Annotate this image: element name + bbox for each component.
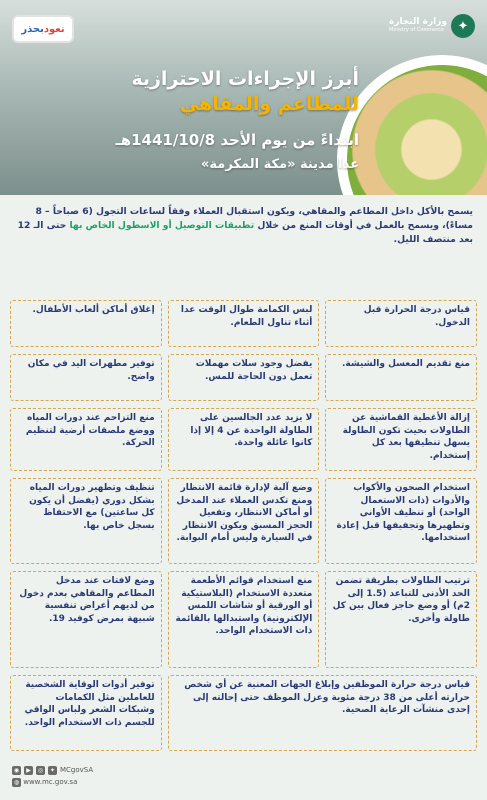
- measure-item: لا يزيد عدد الجالسين على الطاولة الواحدة عن 4 إلا إذا كانوا عائلة واحدة.: [168, 408, 320, 471]
- palm-swords-icon: ✦: [451, 14, 475, 38]
- title-line2: للمطاعم والمقاهي: [179, 93, 359, 115]
- instagram-icon: ◎: [37, 766, 44, 774]
- measure-item: إغلاق أماكن ألعاب الأطفال.: [10, 300, 162, 347]
- youtube-icon: ▶: [24, 766, 33, 775]
- measure-item: منع استخدام قوائم الأطعمة متعددة الاستخدام (البلاستيكية أو الورقية أو شاشات اللمس الإلكترونية) واستبدالها بالقائمة ذات الاستخدام الواحد.: [168, 571, 320, 668]
- measure-item: تنظيف وتطهير دورات المياه بشكل دوري (يفضل أن يكون كل ساعتين) مع الاحتفاظ بسجل خاص بها.: [10, 478, 162, 564]
- ministry-name-en: Ministry of Commerce: [389, 27, 444, 34]
- measure-item: يفضل وجود سلات مهملات تعمل دون الحاجة للمس.: [168, 354, 320, 401]
- ministry-logo: [385, 10, 475, 42]
- measure-item: ترتيب الطاولات بطريقة تضمن الحد الأدنى للتباعد (1.5 إلى 2م) أو وضع حاجز فعال بين كل طاولة وأخرى.: [325, 571, 477, 668]
- ministry-name-ar: وزارة التجارة: [389, 17, 447, 28]
- salad-image: [337, 55, 487, 195]
- measure-item: وضع آلية لإدارة قائمة الانتظار ومنع تكدس العملاء عند المدخل أو أماكن الانتظار، وتفعيل الحجز المسبق ويكون الانتظار في السيارة وليس أمام البوابة.: [168, 478, 320, 564]
- measure-item: إزالة الأغطية القماشية عن الطاولات بحيث تكون الطاولة يسهل تنظيفها بعد كل إستخدام.: [325, 408, 477, 471]
- twitter-icon: ✦: [49, 766, 56, 774]
- measure-item: استخدام الصحون والأكواب والأدوات (ذات الاستعمال الواحد) أو تنظيف الأواني وتطهيرها وتجفيفها قبل إعادة استخدامها.: [325, 478, 477, 564]
- globe-icon: ◍: [13, 779, 20, 786]
- campaign-logo-part2: بحذر: [21, 23, 44, 35]
- footer: [12, 764, 312, 794]
- measure-item: وضع لافتات عند مدخل المطاعم والمقاهي بعدم دخول من لديهم أعراض تنفسية شبيهة بمرض كوفيد 19.: [10, 571, 162, 668]
- intro-part2: حتى الـ 12 بعد منتصف الليل.: [17, 220, 473, 245]
- title-line1: أبرز الإجراءات الاحترازية: [131, 68, 359, 90]
- snapchat-icon: ◉: [13, 766, 20, 774]
- campaign-logo: [12, 15, 74, 43]
- intro-paragraph: [14, 205, 473, 277]
- measure-item: منع التزاحم عند دورات المياه ووضع ملصقات أرضية لتنظيم الحركة.: [10, 408, 162, 471]
- title-line3: ابتداءً من يوم الأحد 1441/10/8هـ: [115, 131, 359, 149]
- title-line4: عدا مدينة «مكة المكرمة»: [201, 157, 359, 172]
- website-link[interactable]: www.mc.gov.sa: [23, 778, 78, 786]
- measure-item: قياس درجة الحرارة قبل الدخول.: [325, 300, 477, 347]
- measure-item: لبس الكمامة طوال الوقت عدا أثناء تناول الطعام.: [168, 300, 320, 347]
- campaign-logo-part1: نعود: [43, 23, 65, 35]
- measure-item: توفير مطهرات اليد في مكان واضح.: [10, 354, 162, 401]
- intro-highlight: تطبيقات التوصيل أو الاسطول الخاص بها: [69, 220, 255, 231]
- header-banner: [0, 0, 487, 195]
- measures-grid: [10, 300, 477, 755]
- measure-item: قياس درجة حرارة الموظفين وإبلاغ الجهات المعنية عن أي شخص حرارته أعلى من 38 درجة مئوية وعزل الموظف حتى إحالته إلى إحدى منشآت الرعاية الصحية.: [168, 675, 477, 751]
- social-handle: MCgovSA: [60, 766, 94, 774]
- intro-part1: يسمح بالأكل داخل المطاعم والمقاهي، ويكون استقبال العملاء وفقاً لساعات التجول (6 صباحاً – 8 مساءً)، ويسمح بالعمل في أوقات المنع من خلال: [35, 206, 473, 231]
- measure-item: منع تقديم المعسل والشيشة.: [325, 354, 477, 401]
- measure-item: توفير أدوات الوقاية الشخصية للعاملين مثل الكمامات وشبكات الشعر ولباس الواقي للجسم ذات الاستخدام الواحد.: [10, 675, 162, 751]
